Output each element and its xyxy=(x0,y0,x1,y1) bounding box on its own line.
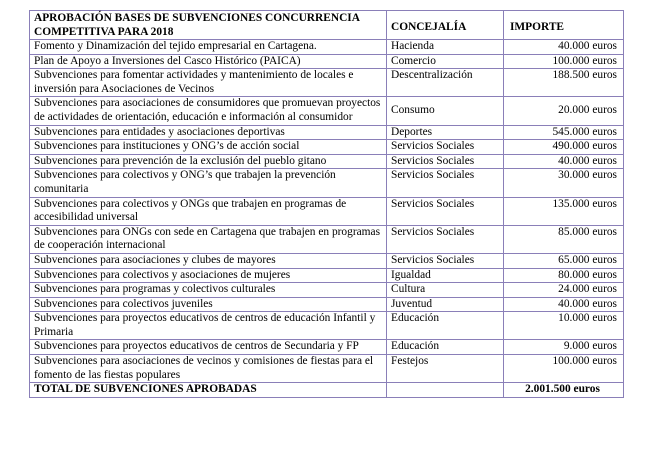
table-row xyxy=(30,197,624,225)
total-importe: 2.001.500 euros xyxy=(504,383,624,398)
row-importe: 545.000 euros xyxy=(504,125,624,140)
table-row xyxy=(30,297,624,312)
row-importe: 9.000 euros xyxy=(504,340,624,355)
table-row xyxy=(30,97,624,125)
table-row xyxy=(30,154,624,169)
row-description: Subvenciones para prevención de la exclusión del pueblo gitano xyxy=(30,154,387,169)
table-row xyxy=(30,54,624,69)
total-row xyxy=(30,383,624,398)
row-importe: 40.000 euros xyxy=(504,154,624,169)
row-description: Subvenciones para asociaciones de consumidores que promuevan proyectos de actividades de orientación, educación e información al consumidor xyxy=(30,97,387,125)
row-concejalia: Juventud xyxy=(387,297,504,312)
row-concejalia: Festejos xyxy=(387,355,504,383)
row-concejalia: Servicios Sociales xyxy=(387,140,504,155)
table-row xyxy=(30,253,624,268)
row-concejalia: Servicios Sociales xyxy=(387,197,504,225)
row-description: Subvenciones para colectivos y asociaciones de mujeres xyxy=(30,268,387,283)
row-description: Subvenciones para colectivos juveniles xyxy=(30,297,387,312)
table-row xyxy=(30,355,624,383)
row-concejalia: Servicios Sociales xyxy=(387,154,504,169)
row-concejalia: Educación xyxy=(387,312,504,340)
total-label: TOTAL DE SUBVENCIONES APROBADAS xyxy=(30,383,387,398)
column-header-importe: IMPORTE xyxy=(504,11,624,40)
row-concejalia: Educación xyxy=(387,340,504,355)
table-row xyxy=(30,125,624,140)
table-row xyxy=(30,283,624,298)
table-row xyxy=(30,268,624,283)
subsidies-table xyxy=(29,10,624,398)
header-row xyxy=(30,11,624,40)
row-importe: 490.000 euros xyxy=(504,140,624,155)
row-importe: 135.000 euros xyxy=(504,197,624,225)
row-importe: 20.000 euros xyxy=(504,97,624,125)
row-importe: 30.000 euros xyxy=(504,169,624,197)
column-header-concejalia: CONCEJALÍA xyxy=(387,11,504,40)
row-importe: 100.000 euros xyxy=(504,54,624,69)
row-concejalia: Descentralización xyxy=(387,69,504,97)
row-importe: 24.000 euros xyxy=(504,283,624,298)
row-description: Subvenciones para colectivos y ONGs que trabajen en programas de accesibilidad universal xyxy=(30,197,387,225)
row-description: Subvenciones para colectivos y ONG’s que trabajen la prevención comunitaria xyxy=(30,169,387,197)
row-importe: 80.000 euros xyxy=(504,268,624,283)
row-concejalia: Consumo xyxy=(387,97,504,125)
table-row xyxy=(30,340,624,355)
table-row xyxy=(30,69,624,97)
table-title: APROBACIÓN BASES DE SUBVENCIONES CONCURRENCIA COMPETITIVA PARA 2018 xyxy=(30,11,387,40)
row-importe: 10.000 euros xyxy=(504,312,624,340)
row-description: Subvenciones para asociaciones de vecinos y comisiones de fiestas para el fomento de las fiestas populares xyxy=(30,355,387,383)
row-importe: 100.000 euros xyxy=(504,355,624,383)
table-row xyxy=(30,312,624,340)
row-description: Subvenciones para programas y colectivos culturales xyxy=(30,283,387,298)
row-concejalia: Servicios Sociales xyxy=(387,225,504,253)
row-importe: 85.000 euros xyxy=(504,225,624,253)
row-importe: 40.000 euros xyxy=(504,297,624,312)
row-description: Subvenciones para entidades y asociaciones deportivas xyxy=(30,125,387,140)
total-concejalia xyxy=(387,383,504,398)
row-description: Fomento y Dinamización del tejido empresarial en Cartagena. xyxy=(30,40,387,55)
row-description: Subvenciones para ONGs con sede en Cartagena que trabajen en programas de cooperación internacional xyxy=(30,225,387,253)
row-concejalia: Igualdad xyxy=(387,268,504,283)
row-description: Subvenciones para proyectos educativos de centros de Secundaria y FP xyxy=(30,340,387,355)
row-description: Plan de Apoyo a Inversiones del Casco Histórico (PAICA) xyxy=(30,54,387,69)
row-description: Subvenciones para proyectos educativos de centros de educación Infantil y Primaria xyxy=(30,312,387,340)
row-concejalia: Deportes xyxy=(387,125,504,140)
row-concejalia: Cultura xyxy=(387,283,504,298)
table-row xyxy=(30,140,624,155)
row-description: Subvenciones para instituciones y ONG’s de acción social xyxy=(30,140,387,155)
row-concejalia: Comercio xyxy=(387,54,504,69)
row-importe: 40.000 euros xyxy=(504,40,624,55)
row-concejalia: Servicios Sociales xyxy=(387,253,504,268)
row-concejalia: Servicios Sociales xyxy=(387,169,504,197)
table-row xyxy=(30,225,624,253)
row-importe: 188.500 euros xyxy=(504,69,624,97)
row-importe: 65.000 euros xyxy=(504,253,624,268)
row-concejalia: Hacienda xyxy=(387,40,504,55)
row-description: Subvenciones para fomentar actividades y mantenimiento de locales e inversión para Asociaciones de Vecinos xyxy=(30,69,387,97)
row-description: Subvenciones para asociaciones y clubes de mayores xyxy=(30,253,387,268)
table-row xyxy=(30,169,624,197)
table-row xyxy=(30,40,624,55)
